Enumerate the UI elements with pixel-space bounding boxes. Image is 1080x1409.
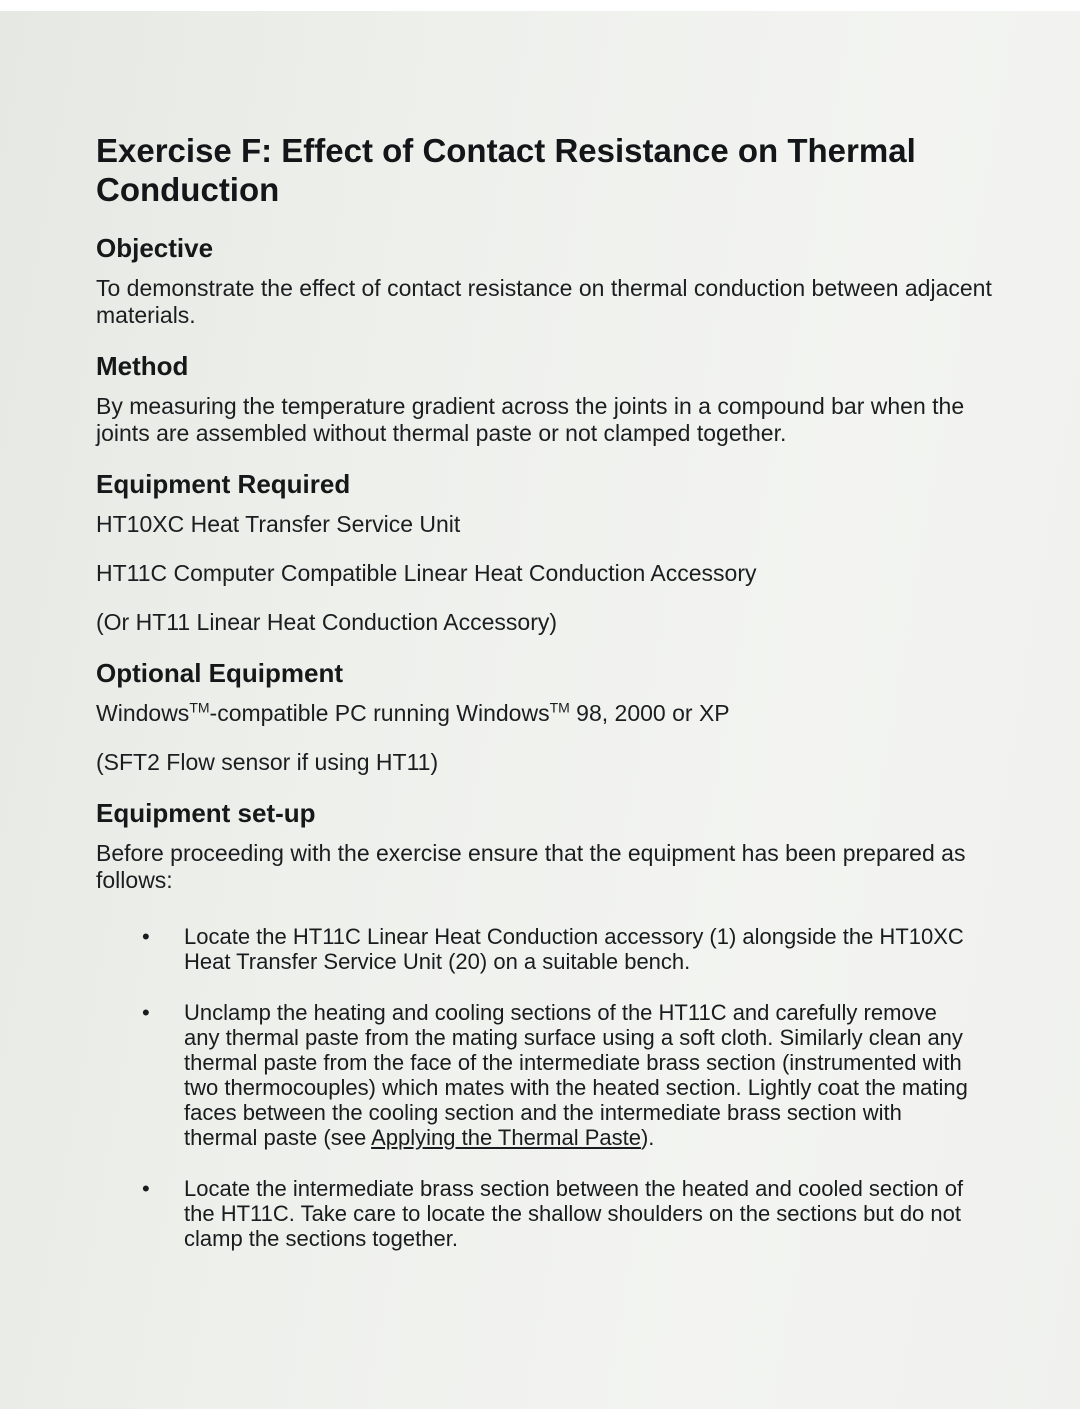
method-text: By measuring the temperature gradient across the joints in a compound bar when the joints are assembled without thermal paste or not clamped together. [96,393,965,446]
bullet-icon: • [142,924,150,949]
setup-intro: Before proceeding with the exercise ensure that the equipment has been prepared as follows: [96,840,966,893]
equipment-required-heading: Equipment Required [96,469,351,499]
setup-heading: Equipment set-up [96,798,316,828]
setup-steps-list [96,924,1016,1251]
document-content [96,131,1016,1277]
equipment-item: HT11C Computer Compatible Linear Heat Conduction Accessory [96,560,757,586]
bullet-icon: • [142,1176,150,1201]
optional-equipment-heading: Optional Equipment [96,658,343,688]
optional-sensor-line: (SFT2 Flow sensor if using HT11) [96,749,439,775]
applying-thermal-paste-link[interactable]: Applying the Thermal Paste [371,1125,641,1150]
optional-pc-line [96,700,1016,727]
setup-step-text: Unclamp the heating and cooling sections of the HT11C and carefully remove any thermal paste from the mating surface using a soft cloth. Similarly clean any thermal paste from the face of the intermediate brass section (instrumented with two thermocouples) which mates with the heated section. Lightly coat the mating faces between the cooling section and the intermediate brass section with thermal paste (see [184,1000,968,1150]
trademark-mark: TM [189,699,210,716]
pc-text-compatible: -compatible PC running Windows [209,700,550,726]
setup-step-text-end: ). [640,1125,655,1150]
trademark-mark: TM [549,699,570,716]
pc-text-windows: Windows [96,700,190,726]
method-heading: Method [96,351,189,381]
setup-step [96,1176,974,1251]
setup-step-text: Locate the intermediate brass section between the heated and cooled section of the HT11C. Take care to locate the shallow shoulders on the sections but do not clamp the sections together. [184,1176,964,1251]
setup-step [96,924,974,974]
equipment-item: (Or HT11 Linear Heat Conduction Accessory) [96,609,558,635]
objective-text: To demonstrate the effect of contact resistance on thermal conduction between adjacent materials. [96,275,992,328]
setup-step-text: Locate the HT11C Linear Heat Conduction accessory (1) alongside the HT10XC Heat Transfer Service Unit (20) on a suitable bench. [184,924,964,974]
bullet-icon: • [142,1000,150,1025]
equipment-item: HT10XC Heat Transfer Service Unit [96,511,461,537]
setup-step [96,1000,974,1150]
objective-heading: Objective [96,233,214,263]
page-title: Exercise F: Effect of Contact Resistance on Thermal Conduction [96,132,916,208]
pc-text-versions: 98, 2000 or XP [569,700,730,726]
